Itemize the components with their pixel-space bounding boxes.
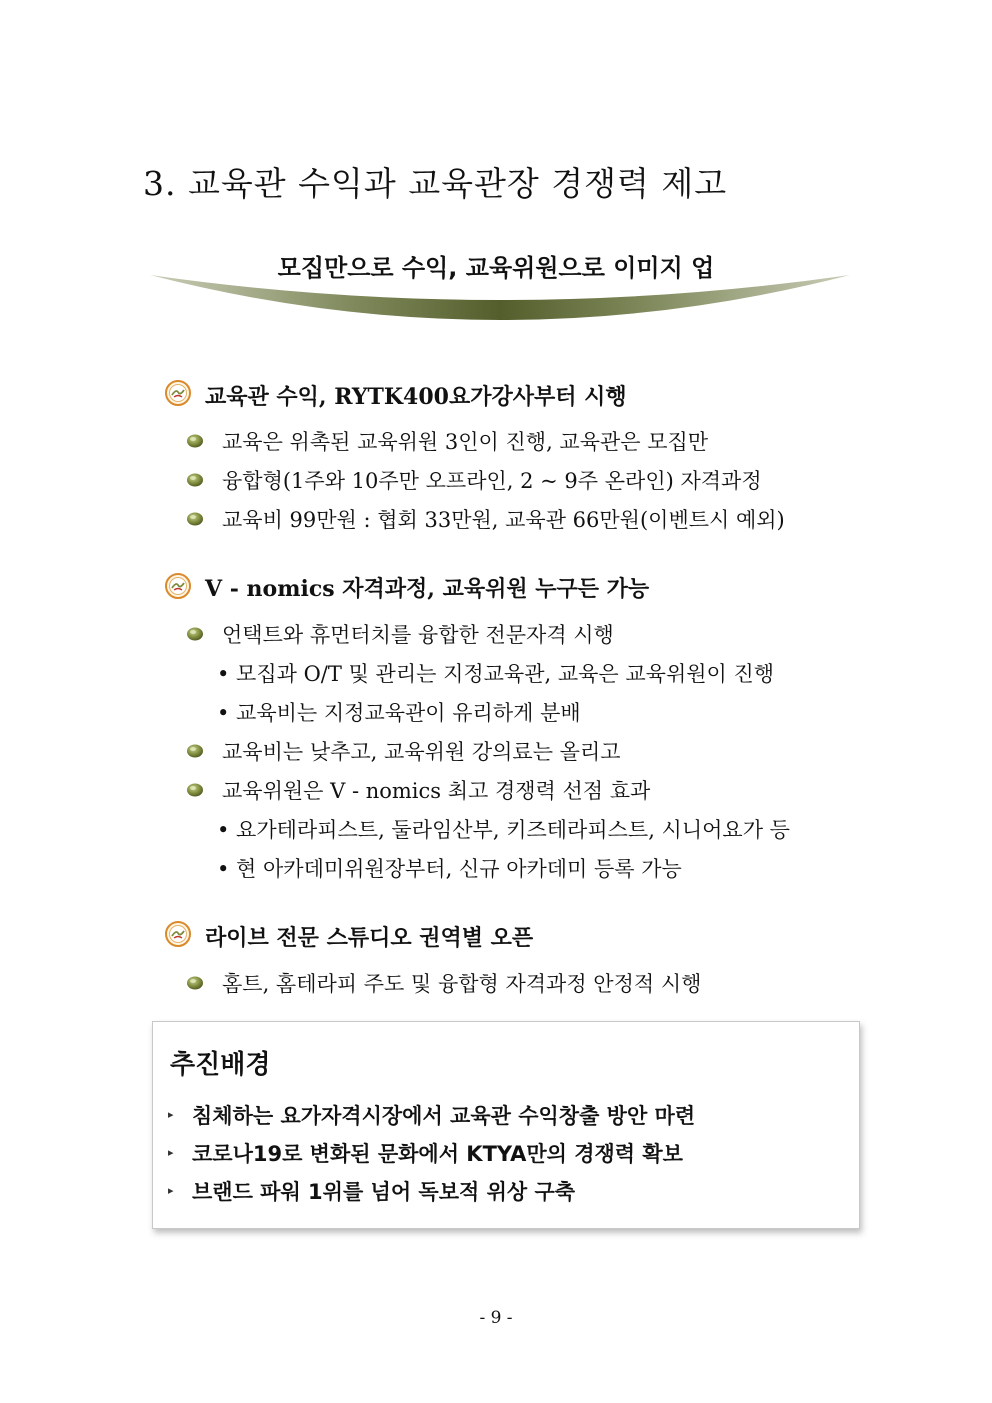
green-round-bullet-icon [186,627,204,641]
yoga-emblem-icon [165,573,191,599]
green-round-bullet-icon [186,473,204,487]
page-number: - 9 - [479,1308,513,1328]
box-title: 추진배경 [170,1050,271,1080]
green-round-bullet-icon [186,512,204,526]
triangle-bullet-icon: ▸ [168,1146,174,1159]
section-heading: 라이브 전문 스튜디오 권역별 오픈 [205,925,534,951]
sub-list-item: • 요가테라피스트, 둘라임산부, 키즈테라피스트, 시니어요가 등 [217,818,790,842]
page-title: 3. 교육관 수익과 교육관장 경쟁력 제고 [143,164,728,203]
list-item: 교육은 위촉된 교육위원 3인이 진행, 교육관은 모집만 [222,430,709,454]
green-round-bullet-icon [186,976,204,990]
section-heading: V - nomics 자격과정, 교육위원 누구든 가능 [205,576,650,602]
list-item: 언택트와 휴먼터치를 융합한 전문자격 시행 [222,623,614,647]
page-subtitle: 모집만으로 수익, 교육위원으로 이미지 업 [277,254,715,282]
green-round-bullet-icon [186,434,204,448]
green-round-bullet-icon [186,783,204,797]
decorative-swoosh [140,265,860,345]
box-item: 브랜드 파워 1위를 넘어 독보적 위상 구축 [192,1180,576,1204]
list-item: 홈트, 홈테라피 주도 및 융합형 자격과정 안정적 시행 [222,972,702,996]
section-heading: 교육관 수익, RYTK400요가강사부터 시행 [205,384,627,410]
box-item: 침체하는 요가자격시장에서 교육관 수익창출 방안 마련 [192,1104,696,1128]
triangle-bullet-icon: ▸ [168,1184,174,1197]
box-item: 코로나19로 변화된 문화에서 KTYA만의 경쟁력 확보 [192,1142,683,1166]
sub-list-item: • 모집과 O/T 및 관리는 지정교육관, 교육은 교육위원이 진행 [217,662,775,686]
list-item: 교육비는 낮추고, 교육위원 강의료는 올리고 [222,740,621,764]
triangle-bullet-icon: ▸ [168,1108,174,1121]
green-round-bullet-icon [186,744,204,758]
yoga-emblem-icon [165,380,191,406]
sub-list-item: • 교육비는 지정교육관이 유리하게 분배 [217,701,581,725]
yoga-emblem-icon [165,921,191,947]
list-item: 융합형(1주와 10주만 오프라인, 2 ~ 9주 온라인) 자격과정 [222,469,762,493]
list-item: 교육위원은 V - nomics 최고 경쟁력 선점 효과 [222,779,651,803]
list-item: 교육비 99만원 : 협회 33만원, 교육관 66만원(이벤트시 예외) [222,508,785,532]
sub-list-item: • 현 아카데미위원장부터, 신규 아카데미 등록 가능 [217,857,682,881]
